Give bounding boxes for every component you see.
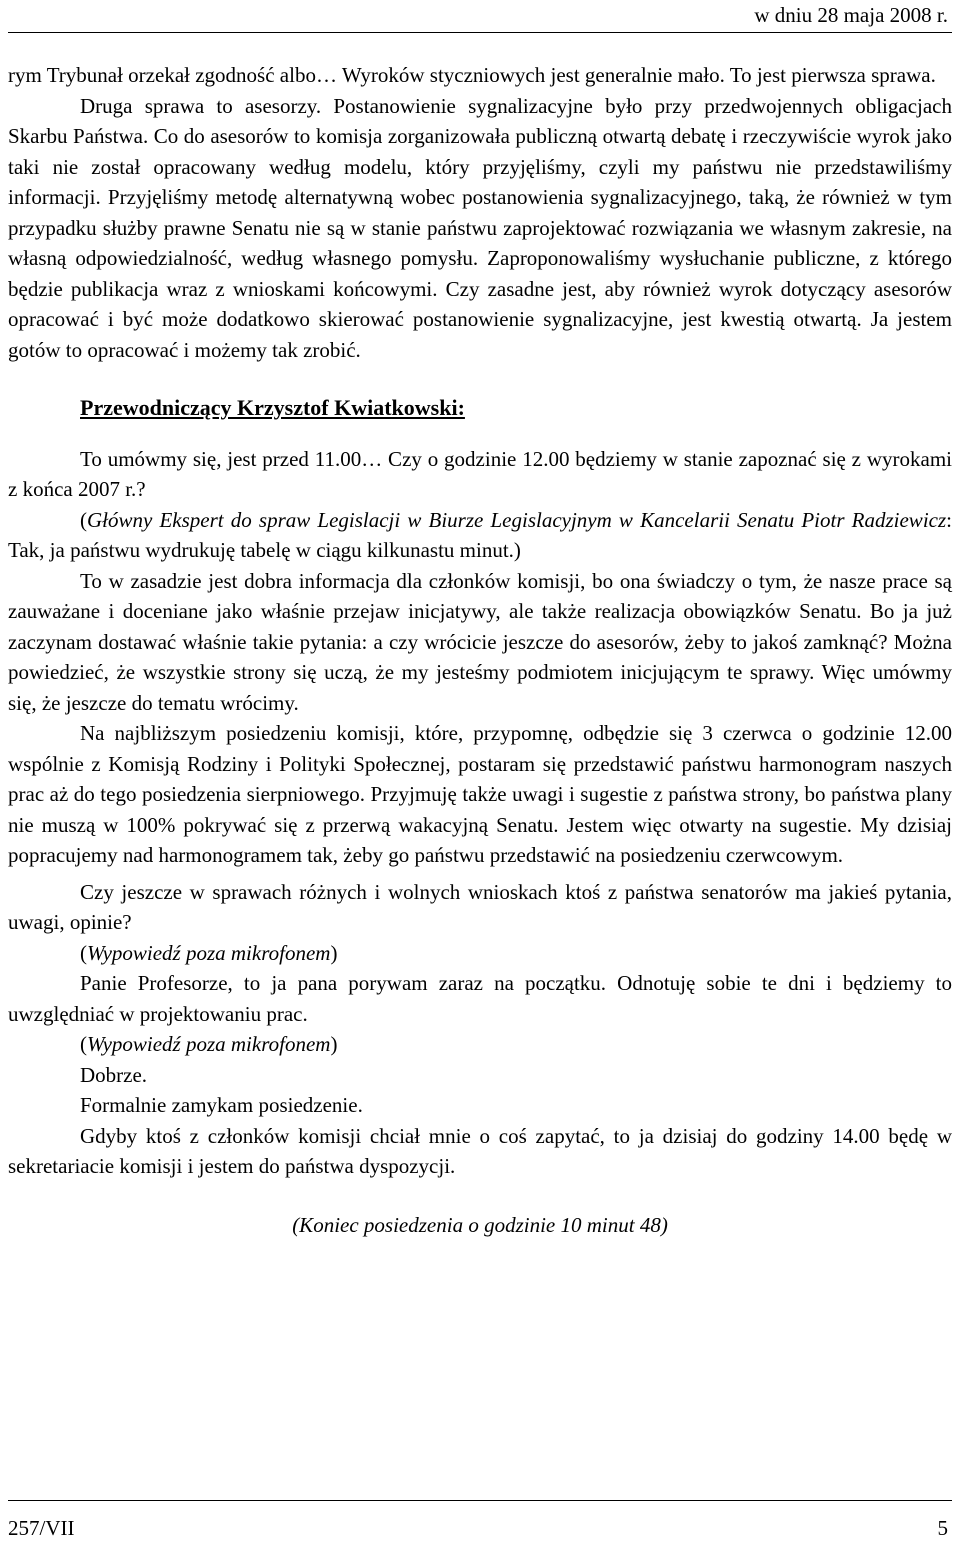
session-end-note: (Koniec posiedzenia o godzinie 10 minut 48) — [292, 1212, 668, 1237]
footer-document-id: 257/VII — [8, 1516, 75, 1540]
paragraph-availability: Gdyby ktoś z członków komisji chciał mnie o coś zapytać, to ja dzisiaj do godziny 14.00 będę w sekretariacie komisji i jestem do państwa dyspozycji. — [8, 1123, 952, 1178]
aside-text: Wypowiedź poza mikrofonem — [87, 940, 331, 965]
paragraph-interjection — [8, 505, 952, 566]
footer-page-number: 5 — [937, 1516, 948, 1540]
interjection-speaker: Główny Ekspert do spraw Legislacji w Biurze Legislacyjnym w Kancelarii Senatu Piotr Radziewicz — [87, 507, 947, 532]
paragraph-aside-2 — [8, 1029, 952, 1060]
aside-open: ( — [80, 940, 87, 965]
paragraph-information: To w zasadzie jest dobra informacja dla członków komisji, bo ona świadczy o tym, że nasze prace są zauważane i doceniane jako właśnie przejaw inicjatywy, ale także realizacja obowiązków Senatu. Bo ja już zaczynam dostawać właśnie takie pytania: a czy wrócicie jeszcze do asesorów, żeby to jakoś zamknąć? Można powiedzieć, że wszystkie strony się uczą, że my jesteśmy podmiotem inicjującym te sprawy. Więc umówmy się, że jeszcze do tematu wrócimy. — [8, 568, 952, 715]
footer-divider — [8, 1500, 952, 1501]
header-divider — [8, 32, 952, 33]
paragraph-professor: Panie Profesorze, to ja pana porywam zaraz na początku. Odnotuję sobie te dni i będziemy to uwzględniać w projektowaniu prac. — [8, 971, 952, 1026]
paragraph-dobrze: Dobrze. — [80, 1062, 148, 1087]
paragraph-asesorzy: Druga sprawa to asesorzy. Postanowienie sygnalizacyjne było przy przedwojennych obligacjach Skarbu Państwa. Co do asesorów to komisja zorganizowała publiczną otwartą debatę i rzeczywiście wyrok jako taki nie został opracowany według modelu, który przyjęliśmy, czyli my państwu nie przedstawiliśmy informacji. Przyjęliśmy metodę alternatywną wobec postanowienia sygnalizacyjnego, taką, że również w tym przypadku służby prawne Senatu nie są w stanie państwu zaprojektować rozwiązania we własnym zakresie, na własną odpowiedzialność, według własnego pomysłu. Zaproponowaliśmy wysłuchanie publiczne, z którego będzie publikacja wraz z wnioskami końcowymi. Czy zasadne jest, aby również wyrok dotyczący asesorów opracować i być może dodatkowo skierować postanowienie sygnalizacyjne, jest kwestią otwartą. Ja jestem gotów to opracować i możemy tak zrobić. — [8, 93, 952, 362]
interjection-open: ( — [80, 507, 87, 532]
paragraph-question: Czy jeszcze w sprawach różnych i wolnych wnioskach ktoś z państwa senatorów ma jakieś pytania, uwagi, opinie? — [8, 879, 952, 934]
paragraph-continuation: rym Trybunał orzekał zgodność albo… Wyroków styczniowych jest generalnie mało. To jest pierwsza sprawa. — [8, 63, 936, 87]
speaker-heading: Przewodniczący Krzysztof Kwiatkowski: — [80, 395, 465, 420]
aside-open: ( — [80, 1032, 87, 1056]
aside-close: ) — [330, 1032, 338, 1056]
page-header-date: w dniu 28 maja 2008 r. — [754, 3, 948, 27]
paragraph-aside-1 — [8, 938, 952, 969]
paragraph-next-meeting: Na najbliższym posiedzeniu komisji, które, przypomnę, odbędzie się 3 czerwca o godzinie 12.00 wspólnie z Komisją Rodziny i Polityki Społecznej, postaram się przedstawić państwu harmonogram naszych prac aż do tego posiedzenia sierpniowego. Przyjmuję także uwagi i sugestie z państwa strony, bo państwa plany nie muszą w 100% pokrywać się z przerwą wakacyjną Senatu. Jestem więc otwarty na sugestie. My dzisiaj popracujemy nad harmonogramem tak, żeby go państwu przedstawić na posiedzeniu czerwcowym. — [8, 721, 952, 867]
paragraph-closing-session: Formalnie zamykam posiedzenie. — [80, 1093, 363, 1117]
paragraph-schedule: To umówmy się, jest przed 11.00… Czy o godzinie 12.00 będziemy w stanie zapoznać się z wyrokami z końca 2007 r.? — [8, 446, 952, 501]
interjection-text: : Tak, ja państwu wydrukuję tabelę w ciągu kilkunastu minut.) — [8, 507, 952, 562]
aside-close: ) — [330, 940, 338, 965]
aside-text: Wypowiedź poza mikrofonem — [87, 1032, 331, 1056]
transcript-body — [8, 60, 952, 1240]
